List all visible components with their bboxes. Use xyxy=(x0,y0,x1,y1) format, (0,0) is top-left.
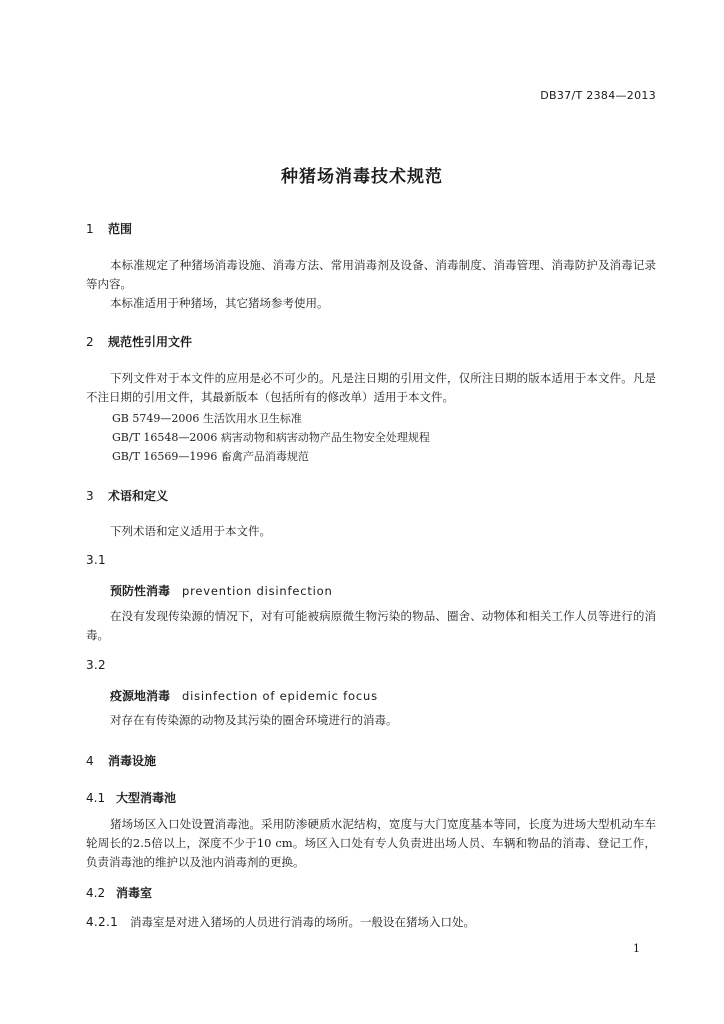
document-title: 种猪场消毒技术规范 xyxy=(281,167,443,187)
section-2-paragraph-1: 下列文件对于本文件的应用是必不可少的。凡是注日期的引用文件，仅所注日期的版本适用于本文件。凡是不注日期的引用文件，其最新版本（包括所有的修改单）适用于本文件。 xyxy=(86,371,656,404)
term-english: prevention disinfection xyxy=(182,584,333,598)
section-number: 2 xyxy=(86,335,94,349)
term-chinese: 预防性消毒 xyxy=(110,584,171,598)
section-number: 4.1 xyxy=(86,791,106,805)
section-4-1-heading xyxy=(86,789,176,806)
section-1-heading xyxy=(86,220,132,237)
section-4-1-paragraph: 猪场场区入口处设置消毒池。采用防渗硬质水泥结构，宽度与大门宽度基本等同，长度为进场大型机动车车轮周长的2.5倍以上，深度不少于10 cm。场区入口处有专人负责进出场人员、车辆和物品的消毒、登记工作，负责消毒池的维护以及池内消毒剂的更换。 xyxy=(86,817,656,869)
term-chinese: 疫源地消毒 xyxy=(110,689,171,703)
term-english: disinfection of epidemic focus xyxy=(182,689,378,703)
term-3-1 xyxy=(110,580,333,599)
term-3-2 xyxy=(110,685,378,704)
section-4-2-heading xyxy=(86,884,152,901)
section-1-paragraph-1: 本标准规定了种猪场消毒设施、消毒方法、常用消毒剂及设备、消毒制度、消毒管理、消毒防护及消毒记录等内容。 xyxy=(86,258,656,291)
section-title: 规范性引用文件 xyxy=(108,335,193,349)
page-number: 1 xyxy=(633,942,640,955)
reference-item: GB 5749—2006 生活饮用水卫生标准 xyxy=(112,412,302,425)
section-number: 3 xyxy=(86,489,94,503)
section-title: 消毒室 xyxy=(116,886,153,900)
section-3-paragraph-1: 下列术语和定义适用于本文件。 xyxy=(110,524,271,538)
section-number: 4 xyxy=(86,754,94,768)
section-title: 术语和定义 xyxy=(108,489,169,503)
section-title: 范围 xyxy=(108,222,133,236)
term-number: 3.2 xyxy=(86,658,106,672)
clause-number: 4.2.1 xyxy=(86,915,119,929)
term-3-2-definition: 对存在有传染源的动物及其污染的圈舍环境进行的消毒。 xyxy=(110,713,398,727)
term-3-1-definition: 在没有发现传染源的情况下，对有可能被病原微生物污染的物品、圈舍、动物体和相关工作人员等进行的消毒。 xyxy=(86,609,656,642)
section-number: 4.2 xyxy=(86,886,106,900)
section-2-heading xyxy=(86,333,192,350)
clause-text: 消毒室是对进入猪场的人员进行消毒的场所。一般设在猪场入口处。 xyxy=(130,915,475,929)
section-4-heading xyxy=(86,752,156,769)
section-3-heading xyxy=(86,487,168,504)
reference-item: GB/T 16569—1996 畜禽产品消毒规范 xyxy=(112,450,309,463)
section-number: 1 xyxy=(86,222,94,236)
term-number: 3.1 xyxy=(86,553,106,567)
section-1-paragraph-2: 本标准适用于种猪场，其它猪场参考使用。 xyxy=(110,296,329,310)
section-title: 消毒设施 xyxy=(108,754,157,768)
section-title: 大型消毒池 xyxy=(116,791,177,805)
document-code: DB37/T 2384—2013 xyxy=(540,89,656,102)
reference-item: GB/T 16548—2006 病害动物和病害动物产品生物安全处理规程 xyxy=(112,431,430,444)
section-4-2-1 xyxy=(86,911,475,932)
